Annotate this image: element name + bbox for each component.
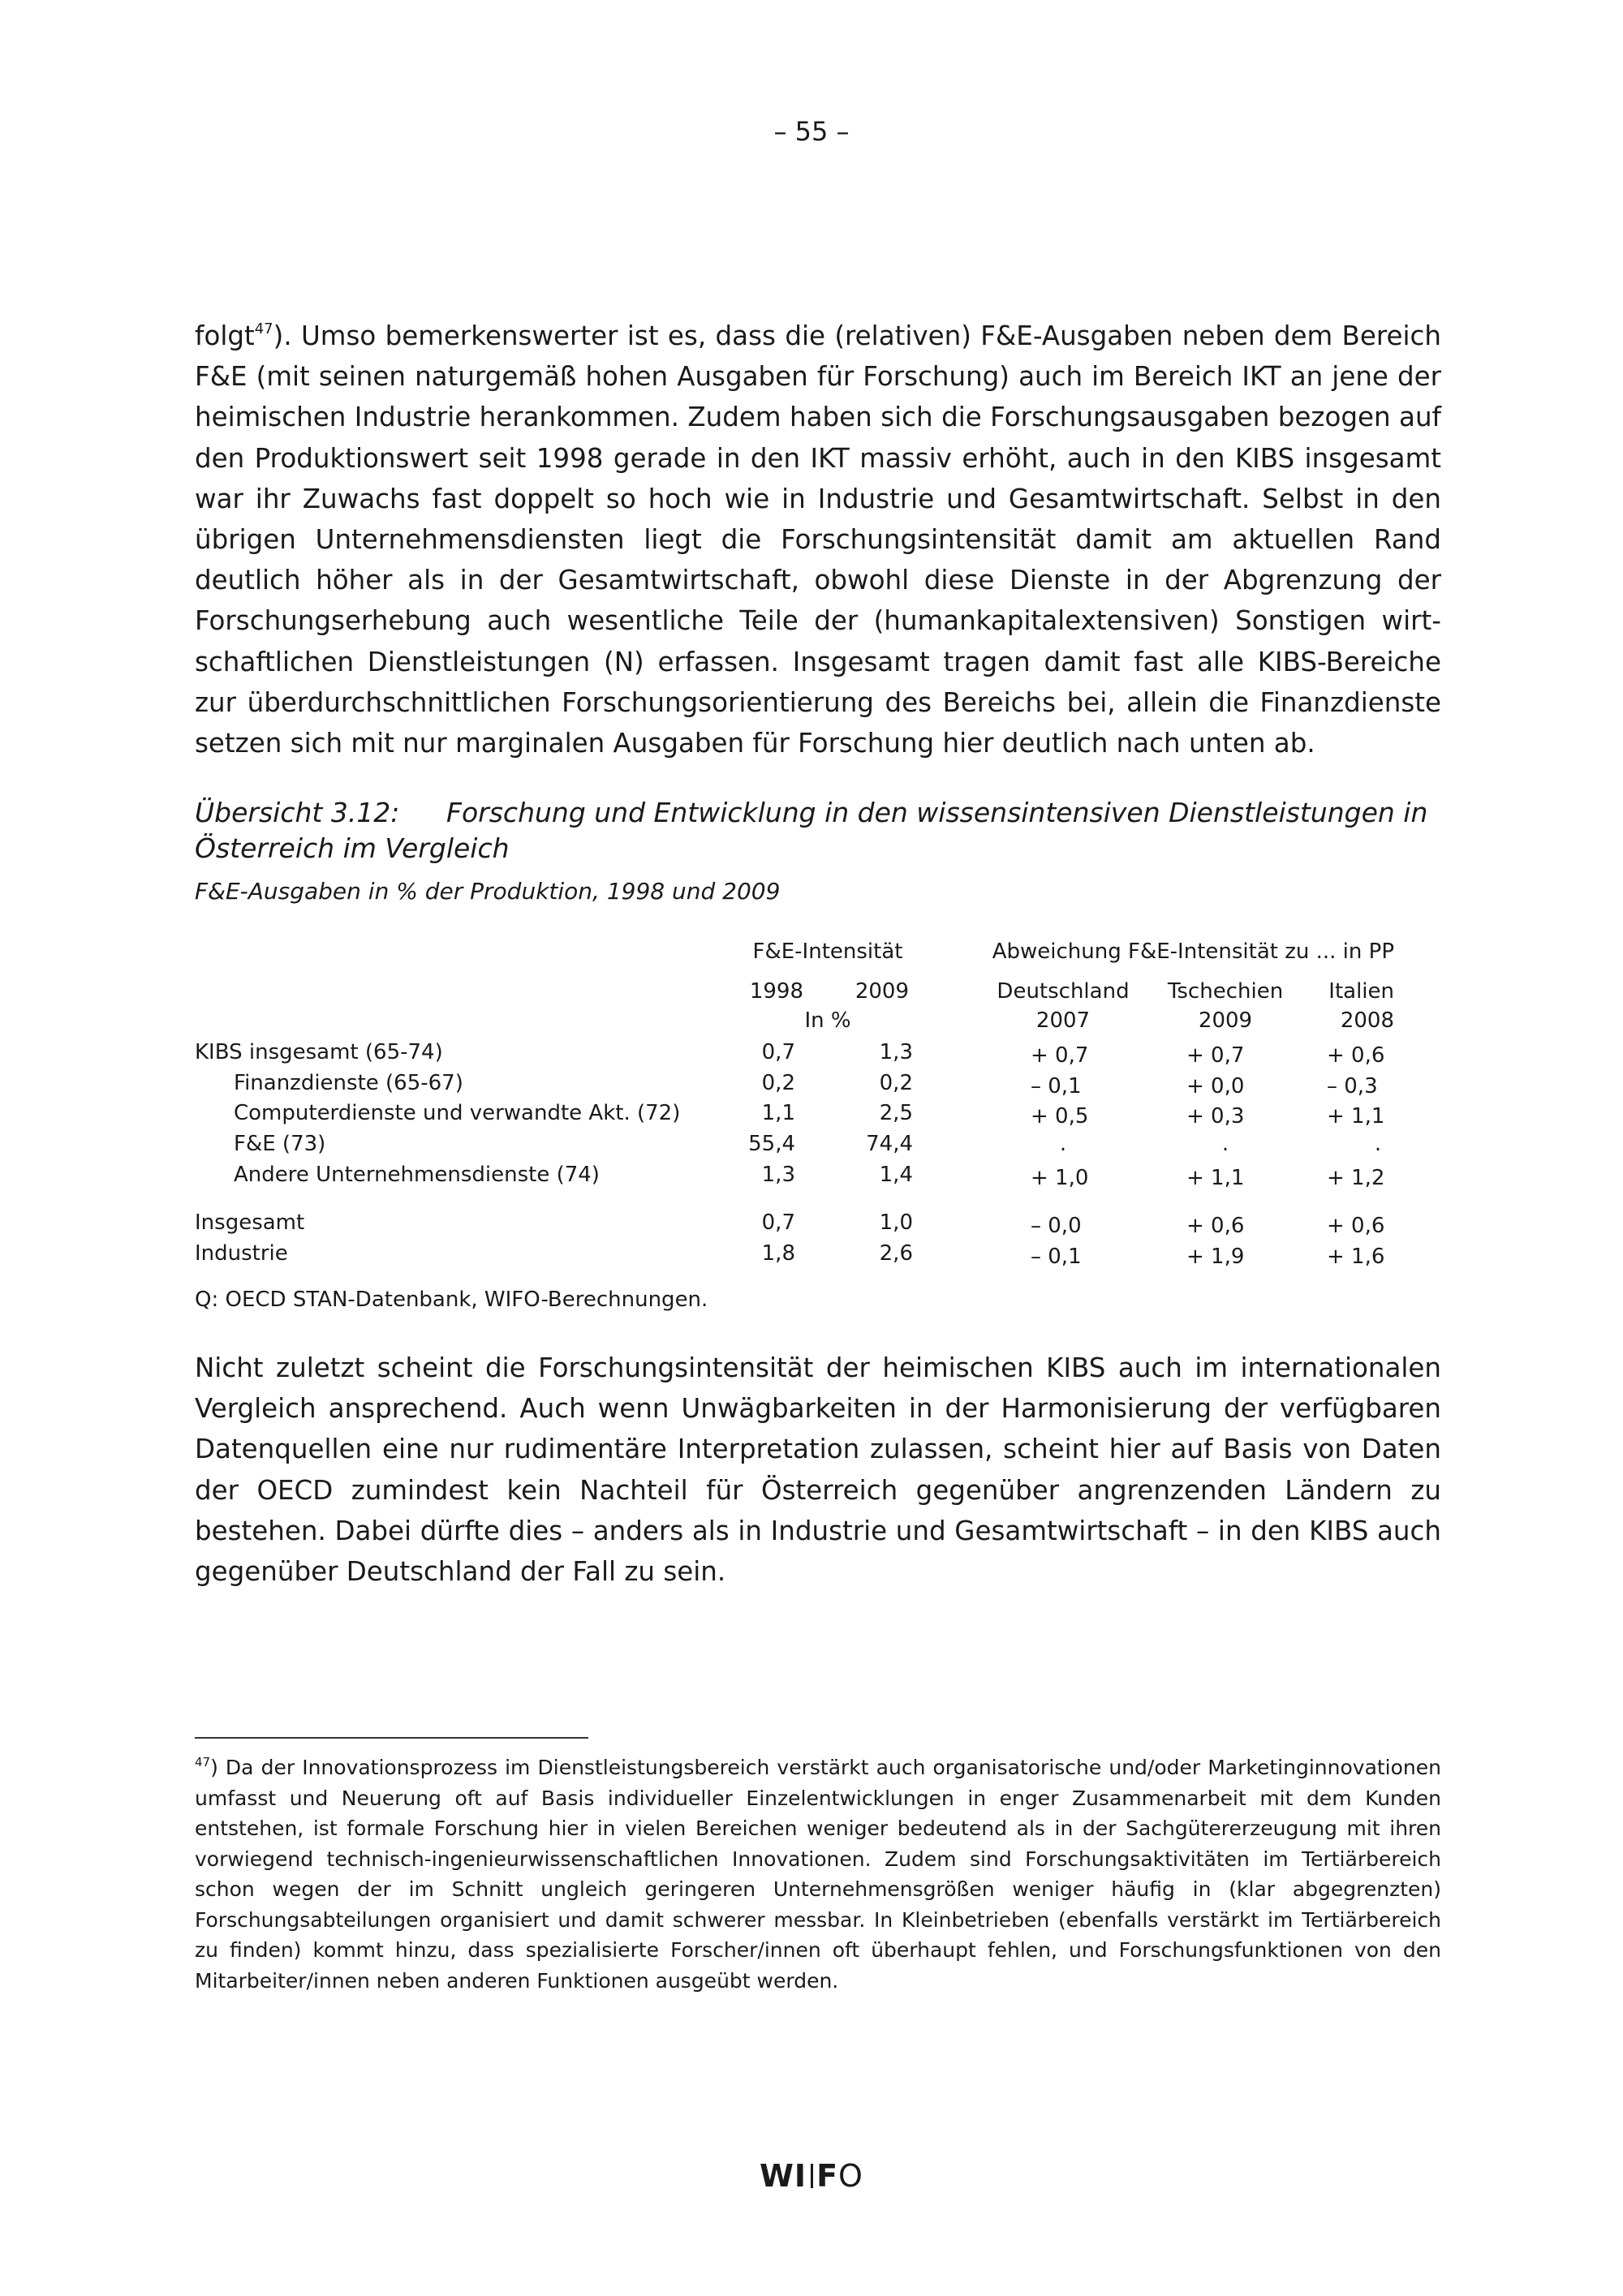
wifo-logo: WI FO [760, 2158, 863, 2194]
table-source: Q: OECD STAN-Datenbank, WIFO-Berechnungen. [195, 1288, 708, 1312]
cell-deviation-de: . [1059, 1132, 1067, 1156]
cell-deviation-de: + 0,5 [1031, 1104, 1089, 1129]
cell-2009: 1,3 [879, 1040, 913, 1064]
cell-1998: 1,8 [761, 1241, 795, 1266]
cell-deviation-de: + 1,0 [1031, 1166, 1089, 1190]
table-caption-title: Forschung und Entwicklung in den wissensintensiven Dienstleistungen in Österreich im Vergleich [195, 797, 1428, 864]
table-caption [195, 795, 1444, 866]
footnote-divider [195, 1737, 588, 1739]
cell-deviation-it: + 0,6 [1327, 1214, 1385, 1238]
body-paragraph-1 [195, 316, 1441, 763]
header-country-it: Italien [1328, 979, 1394, 1004]
cell-2009: 2,5 [879, 1101, 913, 1125]
cell-deviation-cz: + 0,7 [1186, 1043, 1245, 1068]
header-year-2009: 2009 [855, 979, 909, 1004]
row-label: Industrie [195, 1241, 288, 1266]
footnote-number: 47 [195, 1755, 211, 1769]
footnote [195, 1752, 1441, 1996]
cell-deviation-it: + 1,1 [1327, 1104, 1385, 1129]
row-label: Insgesamt [195, 1210, 305, 1235]
cell-2009: 2,6 [879, 1241, 913, 1266]
cell-deviation-cz: + 0,0 [1186, 1074, 1245, 1099]
cell-deviation-cz: + 0,3 [1186, 1104, 1245, 1129]
cell-deviation-it: . [1374, 1132, 1382, 1156]
cell-1998: 0,7 [761, 1040, 795, 1064]
cell-2009: 0,2 [879, 1071, 913, 1095]
header-deviation: Abweichung F&E-Intensität zu ... in PP [992, 939, 1394, 964]
cell-1998: 0,7 [761, 1210, 795, 1235]
header-country-de: Deutschland [997, 979, 1130, 1004]
row-label: F&E (73) [234, 1132, 326, 1156]
cell-deviation-de: – 0,1 [1031, 1245, 1082, 1269]
cell-2009: 74,4 [866, 1132, 913, 1156]
paragraph-text: ). Umso bemerkenswerter ist es, dass die (relativen) F&E-Ausgaben neben dem Bereich F&E (mit seinen naturgemäß hohen Ausgaben für Forschung) auch im Bereich IKT an jene der heimischen Industrie herankommen. Zudem haben sich die Forschungsausgaben bezogen auf den Produktionswert seit 1998 gerade in den IKT massiv erhöht, auch in den KIBS insgesamt war ihr Zuwachs fast doppelt so hoch wie in Industrie und Gesamtwirtschaft. Selbst in den übrigen Unternehmensdiensten liegt die Forschungsintensität damit am aktuellen Rand deutlich höher als in der Gesamtwirtschaft, obwohl diese Dienste in der Abgrenzung der Forschungserhebung auch wesentliche Teile der (humankapitalextensiven) Sonstigen wirtschaftlichen Dienstleistungen (N) erfassen. Insgesamt tragen damit fast alle KIBS-Bereiche zur überdurchschnittlichen Forschungsorientierung des Bereichs bei, allein die Finanzdienste setzen sich mit nur marginalen Ausgaben für Forschung hier deutlich nach unten ab. [195, 320, 1441, 759]
header-country-cz: Tschechien [1167, 979, 1284, 1004]
row-label: Finanzdienste (65-67) [234, 1071, 463, 1095]
cell-deviation-it: – 0,3 [1327, 1074, 1378, 1099]
header-year-1998: 1998 [749, 979, 803, 1004]
cell-deviation-cz: + 1,9 [1186, 1245, 1245, 1269]
cell-deviation-it: + 0,6 [1327, 1043, 1385, 1068]
cell-1998: 55,4 [748, 1132, 795, 1156]
cell-deviation-cz: . [1221, 1132, 1229, 1156]
cell-deviation-cz: + 0,6 [1186, 1214, 1245, 1238]
paragraph-lead: folgt [195, 320, 255, 351]
cell-2009: 1,0 [879, 1210, 913, 1235]
row-label: Andere Unternehmensdienste (74) [234, 1163, 600, 1187]
header-country-it-year: 2008 [1340, 1008, 1394, 1033]
header-country-de-year: 2007 [1035, 1008, 1091, 1033]
header-unit: In % [804, 1008, 851, 1033]
cell-1998: 1,3 [761, 1163, 795, 1187]
footnote-reference[interactable]: 47 [254, 320, 273, 338]
table-subcaption: F&E-Ausgaben in % der Produktion, 1998 und 2009 [195, 878, 781, 905]
table-caption-label: Übersicht 3.12: [195, 797, 400, 828]
row-label: Computerdienste und verwandte Akt. (72) [234, 1101, 681, 1125]
cell-deviation-de: + 0,7 [1031, 1043, 1089, 1068]
cell-deviation-de: – 0,0 [1031, 1214, 1082, 1238]
header-country-cz-year: 2009 [1198, 1008, 1253, 1033]
cell-1998: 0,2 [761, 1071, 795, 1095]
footnote-text: ) Da der Innovationsprozess im Dienstleistungsbereich verstärkt auch organisatorische und/oder Marketinginnovationen umfasst und Neuerung oft auf Basis individueller Einzelentwicklungen in enger Zusammenarbeit mit dem Kunden entstehen, ist formale Forschung hier in vielen Bereichen weniger bedeutend als in der Sachgütererzeugung mit ihren vorwiegend technisch-ingenieurwissenschaftlichen Innovationen. Zudem sind Forschungsaktivitäten im Tertiärbereich schon wegen der im Schnitt ungleich geringeren Unternehmensgrößen weniger häufig in (klar abgegrenzten) Forschungsabteilungen organisiert und damit schwerer messbar. In Kleinbetrieben (ebenfalls verstärkt im Tertiärbereich zu finden) kommt hinzu, dass spezialisierte Forscher/innen oft überhaupt fehlen, und Forschungsfunktionen von den Mitarbeiter/innen neben anderen Funktionen ausgeübt werden. [195, 1756, 1441, 1993]
cell-1998: 1,1 [761, 1101, 795, 1125]
logo-bar [811, 2164, 813, 2188]
cell-deviation-it: + 1,6 [1327, 1245, 1385, 1269]
cell-deviation-de: – 0,1 [1031, 1074, 1082, 1099]
header-fe-intensity: F&E-Intensität [752, 939, 903, 964]
cell-deviation-cz: + 1,1 [1186, 1166, 1245, 1190]
row-label: KIBS insgesamt (65-74) [195, 1040, 443, 1064]
cell-deviation-it: + 1,2 [1327, 1166, 1385, 1190]
page-number: – 55 – [773, 116, 850, 147]
body-paragraph-2: Nicht zuletzt scheint die Forschungsintensität der heimischen KIBS auch im internationalen Vergleich ansprechend. Auch wenn Unwägbarkeiten in der Harmonisierung der verfügbaren Datenquellen eine nur rudimentäre Interpretation zulassen, scheint hier auf Basis von Daten der OECD zumindest kein Nachteil für Österreich gegenüber angrenzenden Ländern zu bestehen. Dabei dürfte dies – anders als in Industrie und Gesamtwirtschaft – in den KIBS auch gegenüber Deutschland der Fall zu sein. [195, 1352, 1441, 1588]
cell-2009: 1,4 [879, 1163, 913, 1187]
